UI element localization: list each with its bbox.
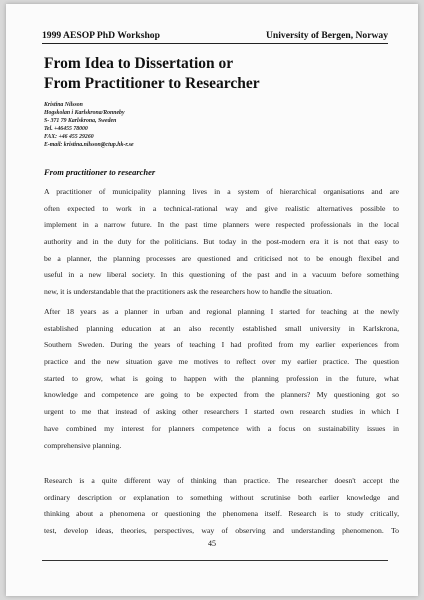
author-fax: FAX: +46 455 29260 [44, 134, 94, 140]
author-name: Kristina Nilsson [44, 102, 83, 108]
header-left: 1999 AESOP PhD Workshop [42, 30, 160, 41]
document-page [6, 4, 418, 596]
paper-title [44, 54, 260, 94]
text-line: Research is a quite different way of thinking than practice. The researcher doesn't accept the [44, 476, 399, 485]
text-line: authority and in the duty for the politicians. But today in the post-modern era it is not that easy to [44, 237, 399, 247]
text-line: After 18 years as a planner in urban and regional planning I started for teaching at the newly [44, 307, 399, 316]
text-line: have combined my interest for planners competence with a focus on sustainability issues in [44, 423, 399, 433]
author-address: S- 371 79 Karlskrona, Sweden [44, 118, 117, 124]
running-header [42, 30, 388, 41]
header-rule [42, 43, 388, 44]
paragraph-2 [44, 304, 399, 454]
section-heading: From practitioner to researcher [44, 167, 156, 177]
author-email: E-mail: kristina.nilsson@ctup.hk-r.se [44, 142, 134, 148]
text-line: test, develop ideas, theories, perspectives, way of observing and understanding phenomenon. To [44, 526, 399, 536]
text-line: established planning education at an also recently established small university in Karlskrona, [44, 323, 399, 333]
text-line: ordinary description or explanation to something without scrutinise both earlier knowledge and [44, 492, 399, 502]
text-line: new, it is understandable that the practitioners ask the researchers how to handle the situation. [44, 287, 333, 297]
text-line: be a planner, the planning processes are questioned and criticised not to be enough flexibel and [44, 253, 399, 263]
paragraph-3 [44, 473, 399, 540]
author-block [44, 101, 134, 149]
text-line: practice and the new situation gave me motives to reflect over my earlier practice. The question [44, 357, 399, 367]
title-line-2: From Practitioner to Researcher [44, 75, 260, 92]
author-institution: Hogskolan i Karlskrona/Ronneby [44, 110, 125, 116]
text-line: urgent to me that instead of asking other researchers I started own research studies in which I [44, 407, 399, 417]
footer-rule [42, 560, 388, 561]
text-line: comprehensive planning. [44, 440, 122, 450]
text-line: thinking about a phenomena or questioning the phenomena itself. Research is to study critically, [44, 509, 399, 519]
text-line: knowledge and competence are going to be expected from the planners? My questioning got so [44, 390, 399, 400]
page-number: 45 [208, 539, 216, 548]
text-line: started to grow, what is going to happen with the planning profession in the future, what [44, 373, 399, 383]
paragraph-1 [44, 184, 399, 301]
text-line: A practitioner of municipality planning lives in a system of hierarchical organisations and are [44, 187, 399, 196]
text-line: implement in a narrow future. In the past time planners were respected professionals in the local [44, 220, 399, 230]
text-line: useful in a new liberal society. In this questioning of the past and in a vacuum before something [44, 270, 399, 280]
title-line-1: From Idea to Dissertation or [44, 55, 234, 72]
text-line: Southern Sweden. During the years of teaching I had profited from my earlier experiences from [44, 340, 399, 350]
author-tel: Tel. +46455 78000 [44, 126, 88, 132]
text-line: often expected to work in a technical-rational way and give realistic alternatives possible to [44, 203, 399, 213]
header-right: University of Bergen, Norway [265, 30, 388, 41]
